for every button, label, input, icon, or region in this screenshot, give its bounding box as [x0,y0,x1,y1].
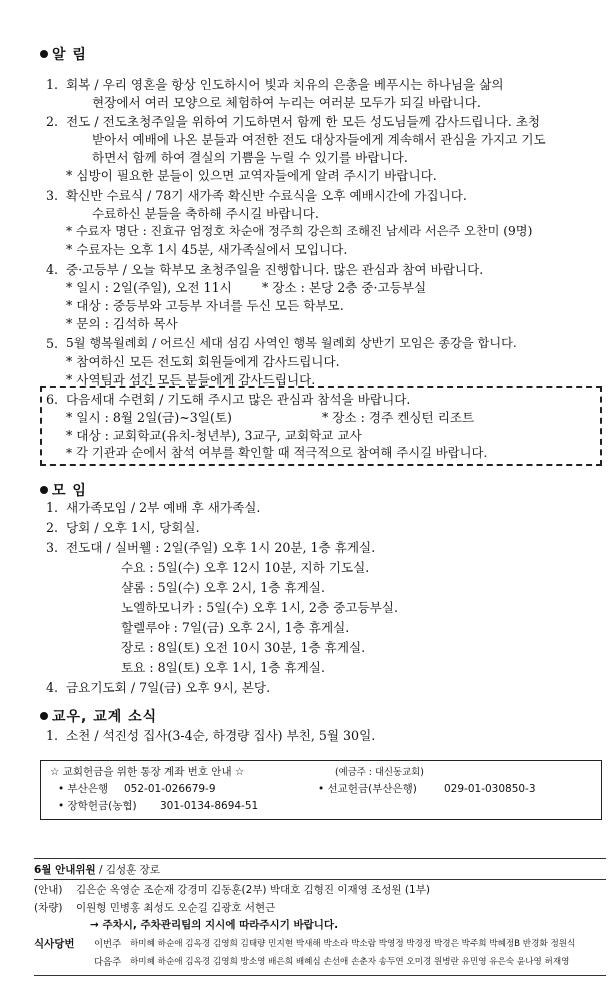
notice-line: * 수료자는 오후 1시 45분, 새가족실에서 모입니다. [66,242,348,257]
news-number: 1. [46,728,59,743]
guides-title: 6월 안내위원 / 김성훈 장로 [34,864,160,876]
notice-line: * 장소 : 경주 켄싱턴 리조트 [322,410,475,425]
notice-line: * 문의 : 김석하 목사 [66,316,178,331]
footer-divider [34,879,606,880]
notice-line: 회복 / 우리 영혼을 항상 인도하시어 빛과 치유의 은총을 베푸시는 하나님을 삶의 [66,77,504,92]
account-holder: (예금주 : 대신동교회) [335,767,424,778]
meeting-number: 4. [46,680,59,695]
notice-line: * 참여하신 모든 전도회 회원들에게 감사드립니다. [66,354,340,369]
bullet-icon [40,712,48,720]
notice-number: 1. [46,77,59,92]
notice-line: 받아서 예배에 나온 분들과 여전한 전도 대상자들에게 계속해서 관심을 가지고 기도 [92,132,546,147]
account-label: • 부산은행 [58,783,109,795]
notice-line: 5월 행복월례회 / 어르신 세대 섬김 사역인 행복 월례회 상반기 모임은 종강을 합니다. [66,336,517,350]
notice-line: 다음세대 수련회 / 기도해 주시고 많은 관심과 참석을 바랍니다. [66,392,411,407]
notice-number: 5. [46,336,59,351]
notice-line: * 일시 : 8월 2일(금)~3일(토) [66,410,232,425]
notice-number: 6. [46,392,59,407]
account-number: 029-01-030850-3 [444,783,536,795]
footer-divider-bottom [34,975,606,976]
meal-next-names: 하미혜 하순애 김옥경 김영희 방소영 배은희 배혜심 손선애 손춘자 송두연 오미경 원병란 유민영 유은숙 윤나영 허재영 [130,957,570,967]
meeting-line: 당회 / 오후 1시, 당회실. [66,520,200,535]
meeting-line: 노엘하모니카 : 5일(수) 오후 1시, 2층 중고등부실. [121,600,398,615]
notices-title: 알 림 [40,44,87,64]
meal-next-label: 다음주 [94,957,122,968]
meeting-line: 샬롬 : 5일(수) 오후 2시, 1층 휴게실. [121,580,325,595]
notice-line: 수료하신 분들을 축하해 주시길 바랍니다. [92,206,319,221]
notice-line: * 장소 : 본당 2층 중·고등부실 [262,280,427,295]
notice-line: * 대상 : 교회학교(유치-청년부), 3교구, 교회학교 교사 [66,428,362,443]
notice-line: 현장에서 여러 모양으로 체험하여 누리는 여러분 모두가 되길 바랍니다. [92,95,481,110]
bullet-icon [40,50,48,58]
meeting-line: 장로 : 8일(토) 오전 10시 30분, 1층 휴게실. [121,640,366,655]
notice-number: 3. [46,188,59,203]
footer-divider-top [34,858,606,859]
parking-note: → 주차시, 주차관리팀의 지시에 따라주시기 바랍니다. [90,919,339,931]
account-header: ☆ 교회헌금을 위한 통장 계좌 번호 안내 ☆ [50,766,245,778]
notice-line: 하면서 함께 하여 결실의 기쁨을 누릴 수 있기를 바랍니다. [92,150,408,165]
meetings-title: 모 임 [40,480,87,500]
meeting-line: 새가족모임 / 2부 예배 후 새가족실. [66,500,261,515]
notice-line: * 일시 : 2일(주일), 오전 11시 [66,280,232,295]
guide-label: (안내) [34,884,63,896]
meeting-number: 3. [46,540,59,555]
notice-line: * 사역팀과 섬긴 모든 분들에게 감사드립니다. [66,372,316,387]
meeting-line: 할렐루야 : 7일(금) 오후 2시, 1층 휴게실. [121,620,350,635]
meeting-line: 금요기도회 / 7일(금) 오후 9시, 본당. [66,680,271,695]
guide-names: 김은순 옥영순 조순재 강경미 김동훈(2부) 박대호 김형진 이재영 조성원 (1부) [76,884,430,896]
account-label: • 장학헌금(농협) [58,800,137,812]
bullet-icon [40,486,48,494]
notice-line: 확신반 수료식 / 78기 새가족 확신반 수료식을 오후 예배시간에 가집니다. [66,188,467,203]
news-line: 소천 / 석진성 집사(3-4순, 하경량 집사) 부친, 5월 30일. [66,728,376,743]
notice-line: * 대상 : 중등부와 고등부 자녀를 두신 모든 학부모. [66,298,344,313]
notice-number: 2. [46,114,59,129]
parking-names: 이원형 민병홍 최성도 오순길 김광호 서현근 [76,902,276,914]
notice-number: 4. [46,262,59,277]
parking-label: (차량) [34,902,63,914]
meeting-line: 수요 : 5일(수) 오후 12시 10분, 지하 기도실. [121,560,370,575]
meeting-number: 2. [46,520,59,535]
meal-this-label: 이번주 [94,939,122,950]
notice-line: * 각 기관과 순에서 참석 여부를 확인할 때 적극적으로 참여해 주시길 바랍니다. [66,446,488,460]
account-number: 052-01-026679-9 [124,783,216,795]
meeting-number: 1. [46,500,59,515]
notice-line: * 수료자 명단 : 진효규 엄정호 차순애 정주희 강은희 조해진 남세라 서은주 오찬미 (9명) [66,224,533,238]
notice-line: 전도 / 전도초청주일을 위하여 기도하면서 함께 한 모든 성도님들께 감사드립니다. 초청 [66,114,541,129]
account-label: • 선교헌금(부산은행) [318,783,417,795]
notice-line: * 심방이 필요한 분들이 있으면 교역자들에게 알려 주시기 바랍니다. [66,168,437,183]
meeting-line: 전도대 / 실버웰 : 2일(주일) 오후 1시 20분, 1층 휴게실. [66,540,376,555]
meal-label: 식사당번 [34,938,75,950]
meal-this-names: 하미혜 하순애 김옥경 김영희 김태량 민지현 박새해 박소라 박소람 박영정 박경정 박경은 박주희 박혜정B 반경화 정원식 [130,939,576,949]
account-number: 301-0134-8694-51 [160,800,259,812]
notice-line: 중·고등부 / 오늘 학부모 초청주일을 진행합니다. 많은 관심과 참여 바랍니다. [66,262,484,277]
meeting-line: 토요 : 8일(토) 오후 1시, 1층 휴게실. [121,660,325,675]
news-title: 교우, 교계 소식 [40,706,157,726]
